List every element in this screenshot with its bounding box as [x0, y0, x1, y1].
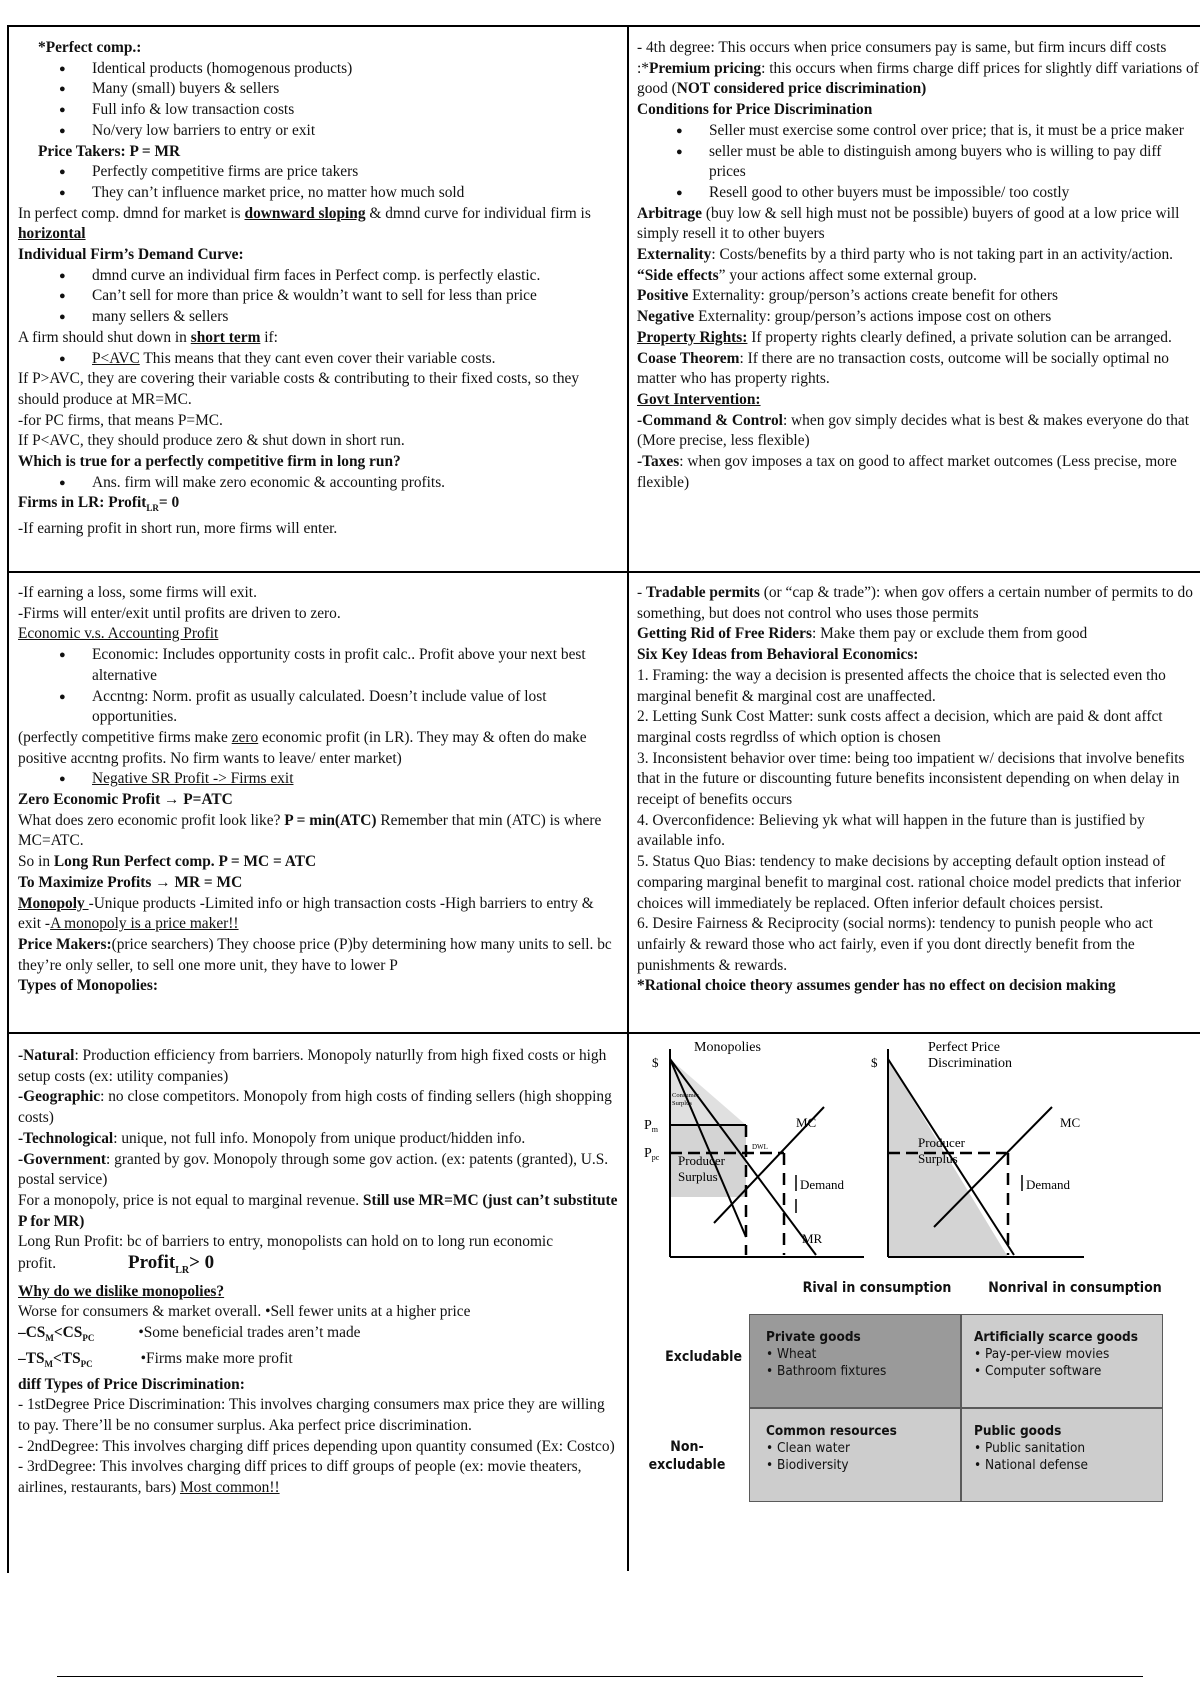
public-goods-cell — [961, 1408, 1163, 1502]
private-goods-cell — [749, 1314, 961, 1408]
list-item: ● Resell good to other buyers must be impossible/ too costly — [709, 183, 1200, 204]
dislike-monopolies-heading: Why do we dislike monopolies? — [18, 1282, 225, 1300]
government-monopoly-text: -Government: granted by gov. Monopoly through some gov action. (ex: patents (granted), U.S. postal service) — [18, 1150, 609, 1189]
common-resources-cell — [749, 1408, 961, 1502]
list-item: • Clean water — [766, 1440, 850, 1456]
row-excludable: Excludable — [665, 1349, 742, 1365]
idea-item: 5. Status Quo Bias: tendency to make decisions by accepting default option instead of comparing marginal benefit to marginal cost. rational choice model predicts that inferior choices will immediately be replaced. Often inferior default choices persist. — [637, 853, 1181, 912]
tradable-permits-text: - Tradable permits (or “cap & trade”): when gov offers a certain number of permits to do something, but does not control who uses those permits — [637, 584, 1193, 622]
list-item: ● Full info & low transaction costs — [92, 100, 618, 121]
list-item: ● They can’t influence market price, no matter how much sold — [92, 183, 618, 204]
list-item: ● Identical products (homogenous products) — [92, 59, 618, 80]
list-item: ● Negative SR Profit -> Firms exit — [92, 769, 618, 790]
row-nonexcludable: Non- excludable — [648, 1439, 726, 1473]
cell-behavioral-economics — [637, 583, 1200, 997]
econ-vs-accounting-heading: Economic v.s. Accounting Profit — [18, 625, 219, 643]
text-line: - 4th degree: This occurs when price consumers pay is same, but firm incurs diff costs — [637, 39, 1167, 56]
mc-label: MC — [1060, 1115, 1081, 1130]
list-item: ● seller must be able to distinguish among buyers who is willing to pay diff prices — [709, 142, 1200, 183]
producer-surplus-label-2: Surplus — [918, 1151, 958, 1166]
dollar-label: $ — [652, 1055, 659, 1070]
ts-comparison: $-TS_M<TS_{PC}$ •Firms make more profit — [18, 1349, 293, 1369]
list-item: ● Seller must exercise some control over price; that is, it must be a price maker — [709, 121, 1200, 142]
text-line: Worse for consumers & market overall. •Sell fewer units at a higher price — [18, 1303, 471, 1321]
firm-demand-heading: Individual Firm’s Demand Curve: — [18, 246, 244, 264]
demand-label: Demand — [800, 1177, 845, 1192]
perfect-comp-list — [18, 59, 618, 142]
zero-profit-text: What does zero economic profit look like? P = min(ATC) Remember that min (ATC) is where MC=ATC. — [18, 811, 602, 850]
firms-lr-heading: Firms in LR: Profit$_{LR}$= 0 — [18, 494, 180, 514]
long-run-text: So in Long Run Perfect comp. P = MC = ATC — [18, 853, 317, 871]
list-item: ● many sellers & sellers — [92, 307, 618, 328]
govt-intervention-heading: Govt Intervention: — [637, 390, 761, 408]
common-resources-title: Common resources — [766, 1423, 897, 1439]
ppd-title-2: Discrimination — [928, 1056, 1012, 1071]
public-goods-title: Public goods — [974, 1423, 1062, 1439]
text-line: If P<AVC, they should produce zero & shut down in short run. — [18, 432, 405, 450]
third-degree-text: - 3rdDegree: This involves charging diff prices to diff groups of people (ex: movie theaters, airlines, restaurants, bars) Most common!! — [18, 1458, 582, 1497]
producer-surplus-label-2: Surplus — [678, 1169, 718, 1184]
long-run-profit-text: Long Run Profit: bc of barriers to entry, monopolists can hold on to long run economic profit. Profit$_{LR}$> 0 — [18, 1233, 554, 1276]
idea-item: 3. Inconsistent behavior over time: being too impatient w/ decisions that involve benefits that in the future or discounting future benefits inconsistent depending on when delay in receipt of benefits occurs — [637, 749, 1185, 809]
producer-surplus-label-1: Producer — [918, 1135, 965, 1150]
marginal-revenue-text: For a monopoly, price is not equal to marginal revenue. Still use MR=MC (just can’t substitute P for MR) — [18, 1191, 618, 1230]
answer-list — [18, 473, 618, 494]
ppd-title-1: Perfect Price — [928, 1040, 1000, 1055]
firm-demand-list — [18, 266, 618, 328]
taxes-text: -Taxes: when gov imposes a tax on good to affect market outcomes (Less precise, more flexible) — [637, 453, 1177, 491]
price-takers-list — [18, 162, 618, 203]
types-of-monopolies-heading: Types of Monopolies: — [18, 977, 158, 995]
monopoly-graphs — [634, 1037, 1200, 1265]
geographic-monopoly-text: -Geographic: no close competitors. Monopoly from high costs of finding sellers (high shopping costs) — [18, 1088, 612, 1127]
price-discrimination-types-heading: diff Types of Price Discrimination: — [18, 1375, 245, 1393]
perfect-comp-heading: *Perfect comp.: — [38, 39, 142, 56]
list-item: • National defense — [974, 1457, 1088, 1473]
price-makers-text: Price Makers:(price searchers) They choose price (P)by determining how many units to sell. bc they’re only seller, to sell one more unit, they have to lower P — [18, 935, 612, 974]
text-line: -If earning a loss, some firms will exit. — [18, 584, 257, 601]
list-item: • Bathroom fixtures — [766, 1363, 887, 1379]
demand-label: Demand — [1026, 1177, 1071, 1192]
cell-price-discrimination — [637, 38, 1200, 493]
externality-text: Externality: Costs/benefits by a third party who is not taking part in an activity/action. “Side effects” your actions affect some external group. — [637, 246, 1174, 284]
first-degree-text: - 1stDegree Price Discrimination: This involves charging consumers max price they are willing to pay. There’ll be no consumer surplus. Aka perfect price discrimination. — [18, 1396, 605, 1434]
list-item: ● No/very low barriers to entry or exit — [92, 121, 618, 142]
row-divider-2 — [7, 1032, 1200, 1034]
market-demand-text: In perfect comp. dmnd for market is downward sloping & dmnd curve for individual firm is horizontal — [18, 204, 591, 243]
mc-label: MC — [796, 1115, 817, 1130]
producer-surplus-label-1: Producer — [678, 1153, 725, 1168]
text-line: -If earning profit in short run, more firms will enter. — [18, 520, 338, 538]
col-rival: Rival in consumption — [802, 1280, 952, 1296]
conditions-list — [637, 121, 1200, 204]
natural-monopoly-text: -Natural: Production efficiency from barriers. Monopoly naturlly from high fixed costs or high setup costs (ex: utility companies) — [18, 1047, 607, 1085]
idea-item: 1. Framing: the way a decision is presented affects the choice that is selected even tho marginal benefit & marginal cost are unaffected. — [637, 666, 1166, 705]
idea-item: 4. Overconfidence: Believing yk what will happen in the future than is justified by available info. — [637, 811, 1145, 850]
private-goods-title: Private goods — [766, 1329, 861, 1345]
perfect-price-discrimination-graph — [871, 1040, 1084, 1265]
text-line: -for PC firms, that means P=MC. — [18, 411, 223, 429]
shutdown-list — [18, 349, 618, 370]
pc-firms-text: (perfectly competitive firms make zero economic profit (in LR). They may & often do make positive accntng profits. No firm wants to leave/ enter market) — [18, 728, 587, 767]
list-item: ● Can’t sell for more than price & wouldn’t want to sell for less than price — [92, 286, 618, 307]
free-riders-text: Getting Rid of Free Riders: Make them pay or exclude them from good — [637, 625, 1088, 643]
list-item: • Public sanitation — [974, 1440, 1086, 1456]
dwl-label: DWL — [752, 1143, 768, 1151]
mr-label: MR — [802, 1231, 823, 1246]
ppc-label: $P_{pc}$ — [644, 1146, 660, 1162]
list-item: • Computer software — [974, 1363, 1102, 1379]
cs-comparison: $-CS_M<CS_{PC}$ •Some beneficial trades aren’t made — [18, 1323, 361, 1344]
price-takers-heading: Price Takers: P = MR — [38, 142, 181, 160]
list-item: • Pay-per-view movies — [974, 1346, 1110, 1362]
cell-monopoly-types — [18, 1046, 618, 1499]
list-item: • Wheat — [766, 1346, 817, 1362]
list-item: ● Accntng: Norm. profit as usually calculated. Doesn’t include value of lost opportunities. — [92, 687, 618, 728]
command-control-text: -Command & Control: when gov simply decides what is best & makes everyone do that (More precise, less flexible) — [637, 411, 1189, 450]
artificially-scarce-goods-cell — [961, 1314, 1163, 1408]
consumer-surplus-label-2: Surplus — [672, 1100, 692, 1107]
six-ideas-heading: Six Key Ideas from Behavioral Economics: — [637, 646, 919, 664]
monopolies-title: Monopolies — [694, 1040, 761, 1055]
zero-profit-heading: Zero Economic Profit → P=ATC — [18, 791, 233, 809]
consumer-surplus-label-1: Consumer — [672, 1092, 699, 1099]
coase-theorem-text: Coase Theorem: If there are no transaction costs, outcome will be socially optimal no matter who has property rights. — [637, 349, 1169, 388]
row-divider-1 — [7, 571, 1200, 573]
text-line: -Firms will enter/exit until profits are driven to zero. — [18, 604, 341, 622]
cell-economic-profit — [18, 583, 618, 997]
negative-externality-text: Negative Externality: group/person’s actions impose cost on others — [637, 308, 1052, 326]
col-nonrival: Nonrival in consumption — [988, 1280, 1162, 1296]
negative-profit-list — [18, 769, 618, 790]
property-rights-text: Property Rights: If property rights clearly defined, a private solution can be arranged. — [637, 328, 1172, 346]
dollar-label: $ — [871, 1055, 878, 1070]
cell-perfect-competition — [18, 38, 618, 540]
maximize-profits-heading: To Maximize Profits → MR = MC — [18, 873, 243, 891]
shutdown-text: A firm should shut down in short term if: — [18, 328, 278, 346]
technological-monopoly-text: -Technological: unique, not full info. Monopoly from unique product/hidden info. — [18, 1129, 526, 1147]
positive-externality-text: Positive Externality: group/person’s actions create benefit for others — [637, 287, 1058, 305]
second-degree-text: - 2ndDegree: This involves charging diff prices depending upon quantity consumed (Ex: Costco) — [18, 1437, 615, 1455]
arbitrage-text: Arbitrage (buy low & sell high must not be possible) buyers of good at a low price will simply resell it to other buyers — [637, 204, 1180, 243]
long-run-question: Which is true for a perfectly competitive firm in long run? — [18, 453, 401, 471]
list-item: ● Perfectly competitive firms are price takers — [92, 162, 618, 183]
list-item: ● P<AVC This means that they cant even cover their variable costs. — [92, 349, 618, 370]
monopoly-graph — [644, 1040, 864, 1265]
list-item: • Biodiversity — [766, 1457, 849, 1473]
profit-types-list — [18, 645, 618, 728]
premium-pricing-text: :*Premium pricing: this occurs when firms charge diff prices for slightly diff variations of good (NOT considered price discrimination) — [637, 59, 1199, 98]
list-item: ● Economic: Includes opportunity costs in profit calc.. Profit above your next best alternative — [92, 645, 618, 686]
bottom-rule — [57, 1676, 1143, 1677]
idea-item: 6. Desire Fairness & Reciprocity (social norms): tendency to punish people who act unfairly & reward those who act fairly, even if you dont directly benefit from the punishments & rewards. — [637, 915, 1153, 974]
list-item: ● Ans. firm will make zero economic & accounting profits. — [92, 473, 618, 494]
conditions-heading: Conditions for Price Discrimination — [637, 101, 873, 119]
list-item: ● Many (small) buyers & sellers — [92, 79, 618, 100]
idea-item: 2. Letting Sunk Cost Matter: sunk costs affect a decision, which are paid & dont affct marginal costs regrdlss of which option is chosen — [637, 708, 1163, 746]
list-item: ● dmnd curve an individual firm faces in Perfect comp. is perfectly elastic. — [92, 266, 618, 287]
rational-choice-note: *Rational choice theory assumes gender has no effect on decision making — [637, 977, 1116, 995]
pm-label: $P_m$ — [644, 1118, 659, 1134]
column-divider — [627, 25, 629, 1571]
goods-classification-table — [634, 1280, 1200, 1520]
monopoly-text: Monopoly -Unique products -Limited info or high transaction costs -High barriers to entry & exit -A monopoly is a price maker!! — [18, 894, 594, 933]
text-line: If P>AVC, they are covering their variable costs & contributing to their fixed costs, so they should produce at MR=MC. — [18, 370, 580, 408]
scarce-goods-title: Artificially scarce goods — [974, 1329, 1138, 1345]
